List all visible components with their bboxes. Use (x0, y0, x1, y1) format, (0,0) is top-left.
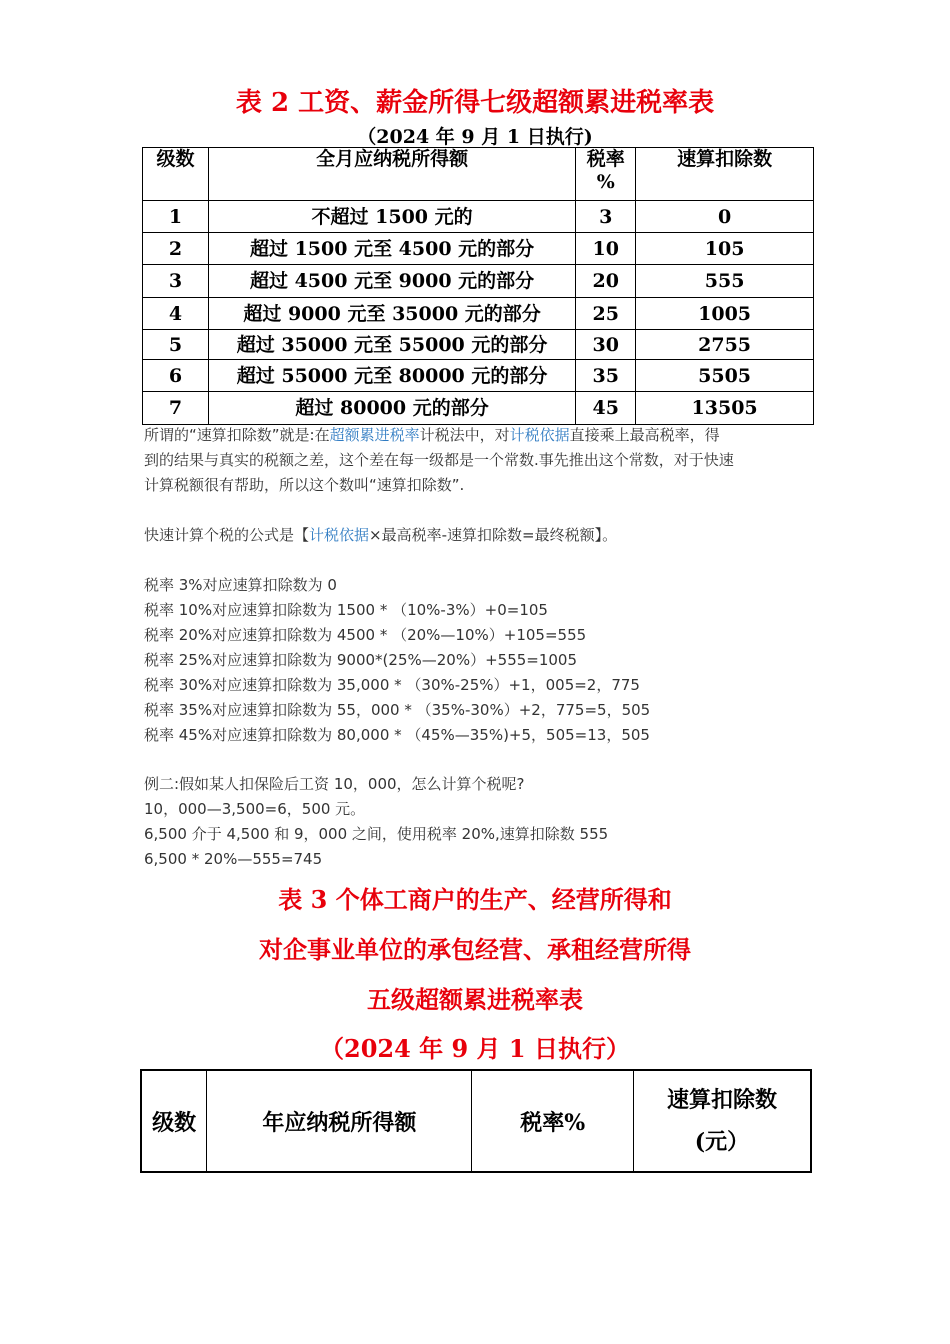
rate-line: 税率 35%对应速算扣除数为 55，000 * （35%-30%）+2，775=5，505 (144, 701, 651, 719)
table-row (143, 360, 814, 392)
cell-rate: 35 (576, 360, 636, 392)
tax-rate-table-7-levels (142, 147, 814, 425)
table-row (143, 233, 814, 265)
cell-level: 7 (143, 392, 209, 425)
table-row (143, 265, 814, 298)
header-rate: 税率 % (576, 148, 636, 201)
cell-deduction: 2755 (636, 330, 814, 360)
cell-rate: 3 (576, 201, 636, 233)
link-progressive-tax-rate[interactable]: 超额累进税率 (329, 426, 420, 444)
rate-line: 税率 20%对应速算扣除数为 4500 * （20%—10%）+105=555 (144, 626, 587, 644)
cell-income: 超过 80000 元的部分 (208, 392, 575, 425)
link-tax-basis-formula[interactable]: 计税依据 (309, 526, 370, 544)
cell-rate: 25 (576, 298, 636, 330)
header-quick-deduction: 速算扣除数 (元） (633, 1070, 811, 1172)
table-row (143, 298, 814, 330)
header-monthly-income: 全月应纳税所得额 (208, 148, 575, 201)
table3-title-line4: （2024 年 9 月 1 日执行） (320, 1034, 630, 1063)
table-row (143, 392, 814, 425)
header-level: 级数 (143, 148, 209, 201)
header-level: 级数 (141, 1070, 207, 1172)
rate-line: 税率 25%对应速算扣除数为 9000*(25%—20%）+555=1005 (144, 651, 578, 669)
cell-deduction: 1005 (636, 298, 814, 330)
header-annual-income: 年应纳税所得额 (207, 1070, 472, 1172)
cell-deduction: 0 (636, 201, 814, 233)
cell-income: 超过 35000 元至 55000 元的部分 (208, 330, 575, 360)
rate-line: 税率 10%对应速算扣除数为 1500 * （10%-3%）+0=105 (144, 601, 548, 619)
cell-level: 1 (143, 201, 209, 233)
rate-deduction-lines (144, 573, 814, 748)
cell-deduction: 555 (636, 265, 814, 298)
header-quick-deduction: 速算扣除数 (636, 148, 814, 201)
formula-paragraph: 快速计算个税的公式是【计税依据×最高税率-速算扣除数=最终税额】。 (144, 526, 618, 544)
table-header-row (141, 1070, 811, 1172)
cell-level: 5 (143, 330, 209, 360)
rate-line: 税率 30%对应速算扣除数为 35,000 * （30%-25%）+1，005=2，775 (144, 676, 640, 694)
rate-line: 税率 45%对应速算扣除数为 80,000 * （45%—35%)+5，505=13，505 (144, 726, 650, 744)
table-header-row (143, 148, 814, 201)
cell-deduction: 5505 (636, 360, 814, 392)
cell-level: 2 (143, 233, 209, 265)
table3-title-line2: 对企事业单位的承包经营、承租经营所得 (259, 935, 691, 964)
cell-level: 4 (143, 298, 209, 330)
example-line: 例二:假如某人扣保险后工资 10，000，怎么计算个税呢? (144, 775, 525, 793)
tax-rate-table-5-levels (140, 1069, 812, 1173)
example-line: 6,500 介于 4,500 和 9，000 之间，使用税率 20%,速算扣除数 555 (144, 825, 609, 843)
cell-deduction: 105 (636, 233, 814, 265)
example-line: 6,500 * 20%—555=745 (144, 850, 323, 868)
cell-level: 3 (143, 265, 209, 298)
table-row (143, 330, 814, 360)
cell-level: 6 (143, 360, 209, 392)
cell-rate: 30 (576, 330, 636, 360)
table2-subtitle: （2024 年 9 月 1 日执行) (357, 126, 593, 148)
example-lines (144, 772, 814, 872)
cell-rate: 45 (576, 392, 636, 425)
cell-deduction: 13505 (636, 392, 814, 425)
cell-income: 超过 55000 元至 80000 元的部分 (208, 360, 575, 392)
quick-deduction-explanation: 所谓的“速算扣除数”就是:在超额累进税率计税法中，对计税依据直接乘上最高税率，得 到的结果与真实的税额之差，这个差在每一级都是一个常数.事先推出这个常数，对于快速 计算税额很有帮助，所以这个数叫“速算扣除数”. (144, 426, 734, 494)
table-row (143, 201, 814, 233)
table3-title-line3: 五级超额累进税率表 (367, 985, 583, 1014)
rate-line: 税率 3%对应速算扣除数为 0 (144, 576, 337, 594)
header-rate: 税率% (472, 1070, 634, 1172)
cell-income: 超过 4500 元至 9000 元的部分 (208, 265, 575, 298)
table3-title-line1: 表 3 个体工商户的生产、经营所得和 (278, 885, 672, 914)
example-line: 10，000—3,500=6，500 元。 (144, 800, 366, 818)
link-tax-basis[interactable]: 计税依据 (509, 426, 570, 444)
cell-income: 超过 1500 元至 4500 元的部分 (208, 233, 575, 265)
table2-title: 表 2 工资、薪金所得七级超额累进税率表 (235, 88, 715, 118)
cell-income: 超过 9000 元至 35000 元的部分 (208, 298, 575, 330)
cell-rate: 20 (576, 265, 636, 298)
cell-rate: 10 (576, 233, 636, 265)
cell-income: 不超过 1500 元的 (208, 201, 575, 233)
